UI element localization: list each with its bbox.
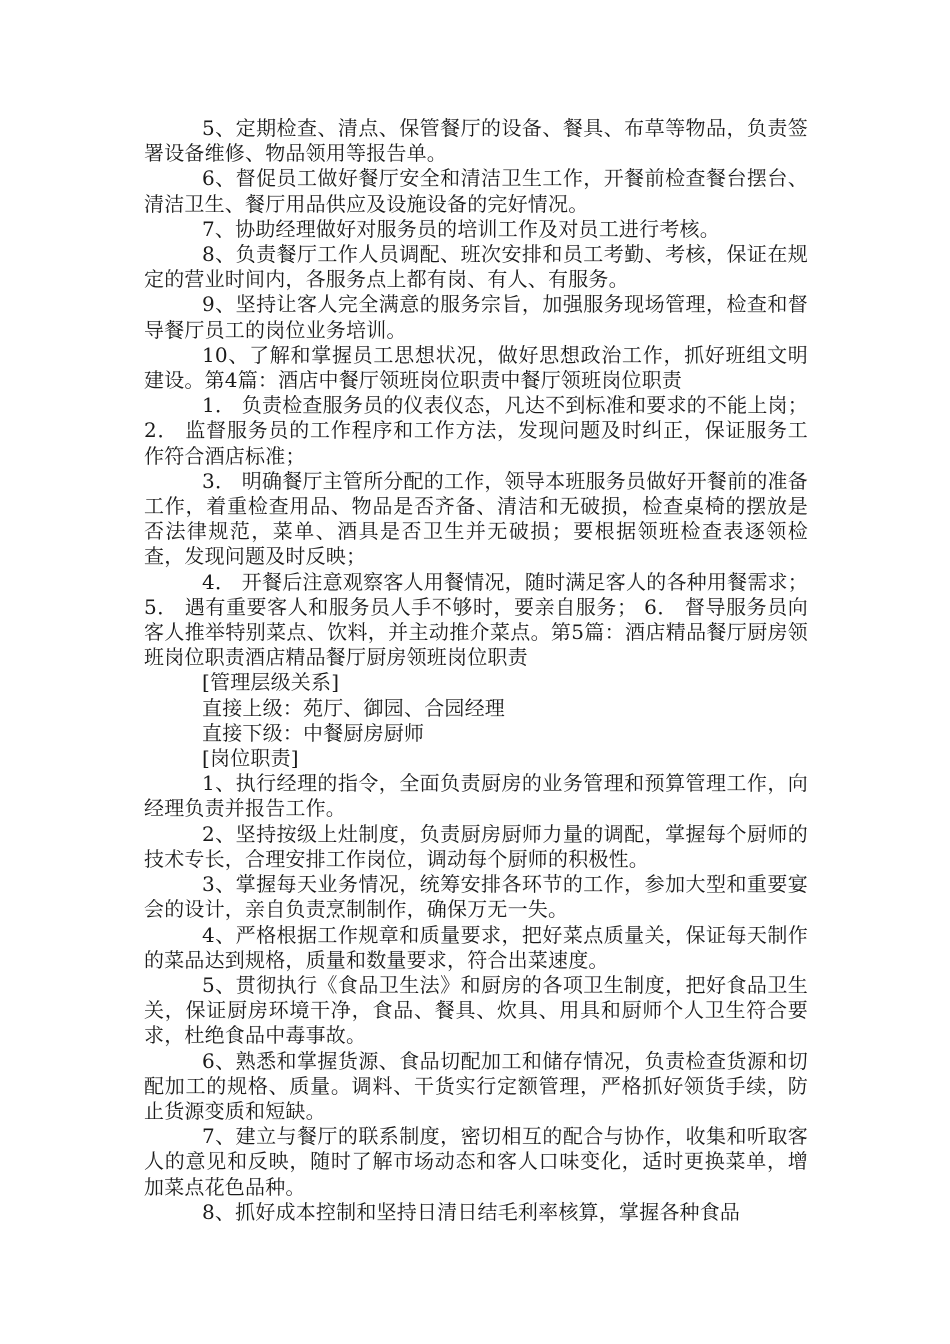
section-heading-duties: [岗位职责]	[202, 746, 299, 771]
paragraph: 3． 明确餐厅主管所分配的工作，领导本班服务员做好开餐前的准备工作，着重检查用品、物品是否齐备、清洁和无破损，检查桌椅的摆放是否法律规范，菜单、酒具是否卫生并无破损；要根据领班检查表逐领检查，发现问题及时反映；	[144, 468, 808, 569]
paragraph: 6、督促员工做好餐厅安全和清洁卫生工作，开餐前检查餐台摆台、清洁卫生、餐厅用品供应及设施设备的完好情况。	[144, 166, 808, 216]
document-body	[144, 116, 808, 1225]
paragraph: 6、熟悉和掌握货源、食品切配加工和储存情况，负责检查货源和切配加工的规格、质量。调料、干货实行定额管理，严格抓好领货手续，防止货源变质和短缺。	[144, 1048, 808, 1123]
paragraph: 7、建立与餐厅的联系制度，密切相互的配合与协作，收集和听取客人的意见和反映，随时了解市场动态和客人口味变化，适时更换菜单，增加菜点花色品种。	[144, 1124, 808, 1199]
direct-subordinate: 直接下级：中餐厨房厨师	[202, 720, 425, 745]
paragraph: 3、掌握每天业务情况，统筹安排各环节的工作，参加大型和重要宴会的设计，亲自负责烹制制作，确保万无一失。	[144, 872, 808, 922]
paragraph: 9、坚持让客人完全满意的服务宗旨，加强服务现场管理，检查和督导餐厅员工的岗位业务培训。	[144, 292, 808, 342]
paragraph: 1． 负责检查服务员的仪表仪态，凡达不到标准和要求的不能上岗； 2． 监督服务员的工作程序和工作方法，发现问题及时纠正，保证服务工作符合酒店标准；	[144, 393, 808, 468]
paragraph: 5、贯彻执行《食品卫生法》和厨房的各项卫生制度，把好食品卫生关，保证厨房环境干净，食品、餐具、炊具、用具和厨师个人卫生符合要求，杜绝食品中毒事故。	[144, 972, 808, 1048]
paragraph: 7、协助经理做好对服务员的培训工作及对员工进行考核。	[202, 216, 720, 241]
section-heading-hierarchy: [管理层级关系]	[202, 670, 340, 695]
paragraph: 1、执行经理的指令，全面负责厨房的业务管理和预算管理工作，向经理负责并报告工作。	[144, 771, 808, 821]
direct-superior: 直接上级：苑厅、御园、合园经理	[202, 695, 505, 720]
paragraph: 4． 开餐后注意观察客人用餐情况，随时满足客人的各种用餐需求； 5． 遇有重要客人和服务员人手不够时，要亲自服务； 6． 督导服务员向客人推举特别菜点、饮料，并主动推介菜点。第5篇：酒店精品餐厅厨房领班岗位职责酒店精品餐厅厨房领班岗位职责	[144, 569, 808, 670]
paragraph: 2、坚持按级上灶制度，负责厨房厨师力量的调配，掌握每个厨师的技术专长，合理安排工作岗位，调动每个厨师的积极性。	[144, 821, 808, 871]
paragraph: 5、定期检查、清点、保管餐厅的设备、餐具、布草等物品，负责签署设备维修、物品领用等报告单。	[144, 116, 808, 166]
paragraph: 8、负责餐厅工作人员调配、班次安排和员工考勤、考核，保证在规定的营业时间内，各服务点上都有岗、有人、有服务。	[144, 242, 808, 292]
paragraph: 10、了解和掌握员工思想状况，做好思想政治工作，抓好班组文明建设。第4篇：酒店中餐厅领班岗位职责中餐厅领班岗位职责	[144, 342, 808, 393]
paragraph: 8、抓好成本控制和坚持日清日结毛利率核算，掌握各种食品	[202, 1199, 741, 1224]
paragraph: 4、严格根据工作规章和质量要求，把好菜点质量关，保证每天制作的菜品达到规格，质量和数量要求，符合出菜速度。	[144, 922, 808, 972]
